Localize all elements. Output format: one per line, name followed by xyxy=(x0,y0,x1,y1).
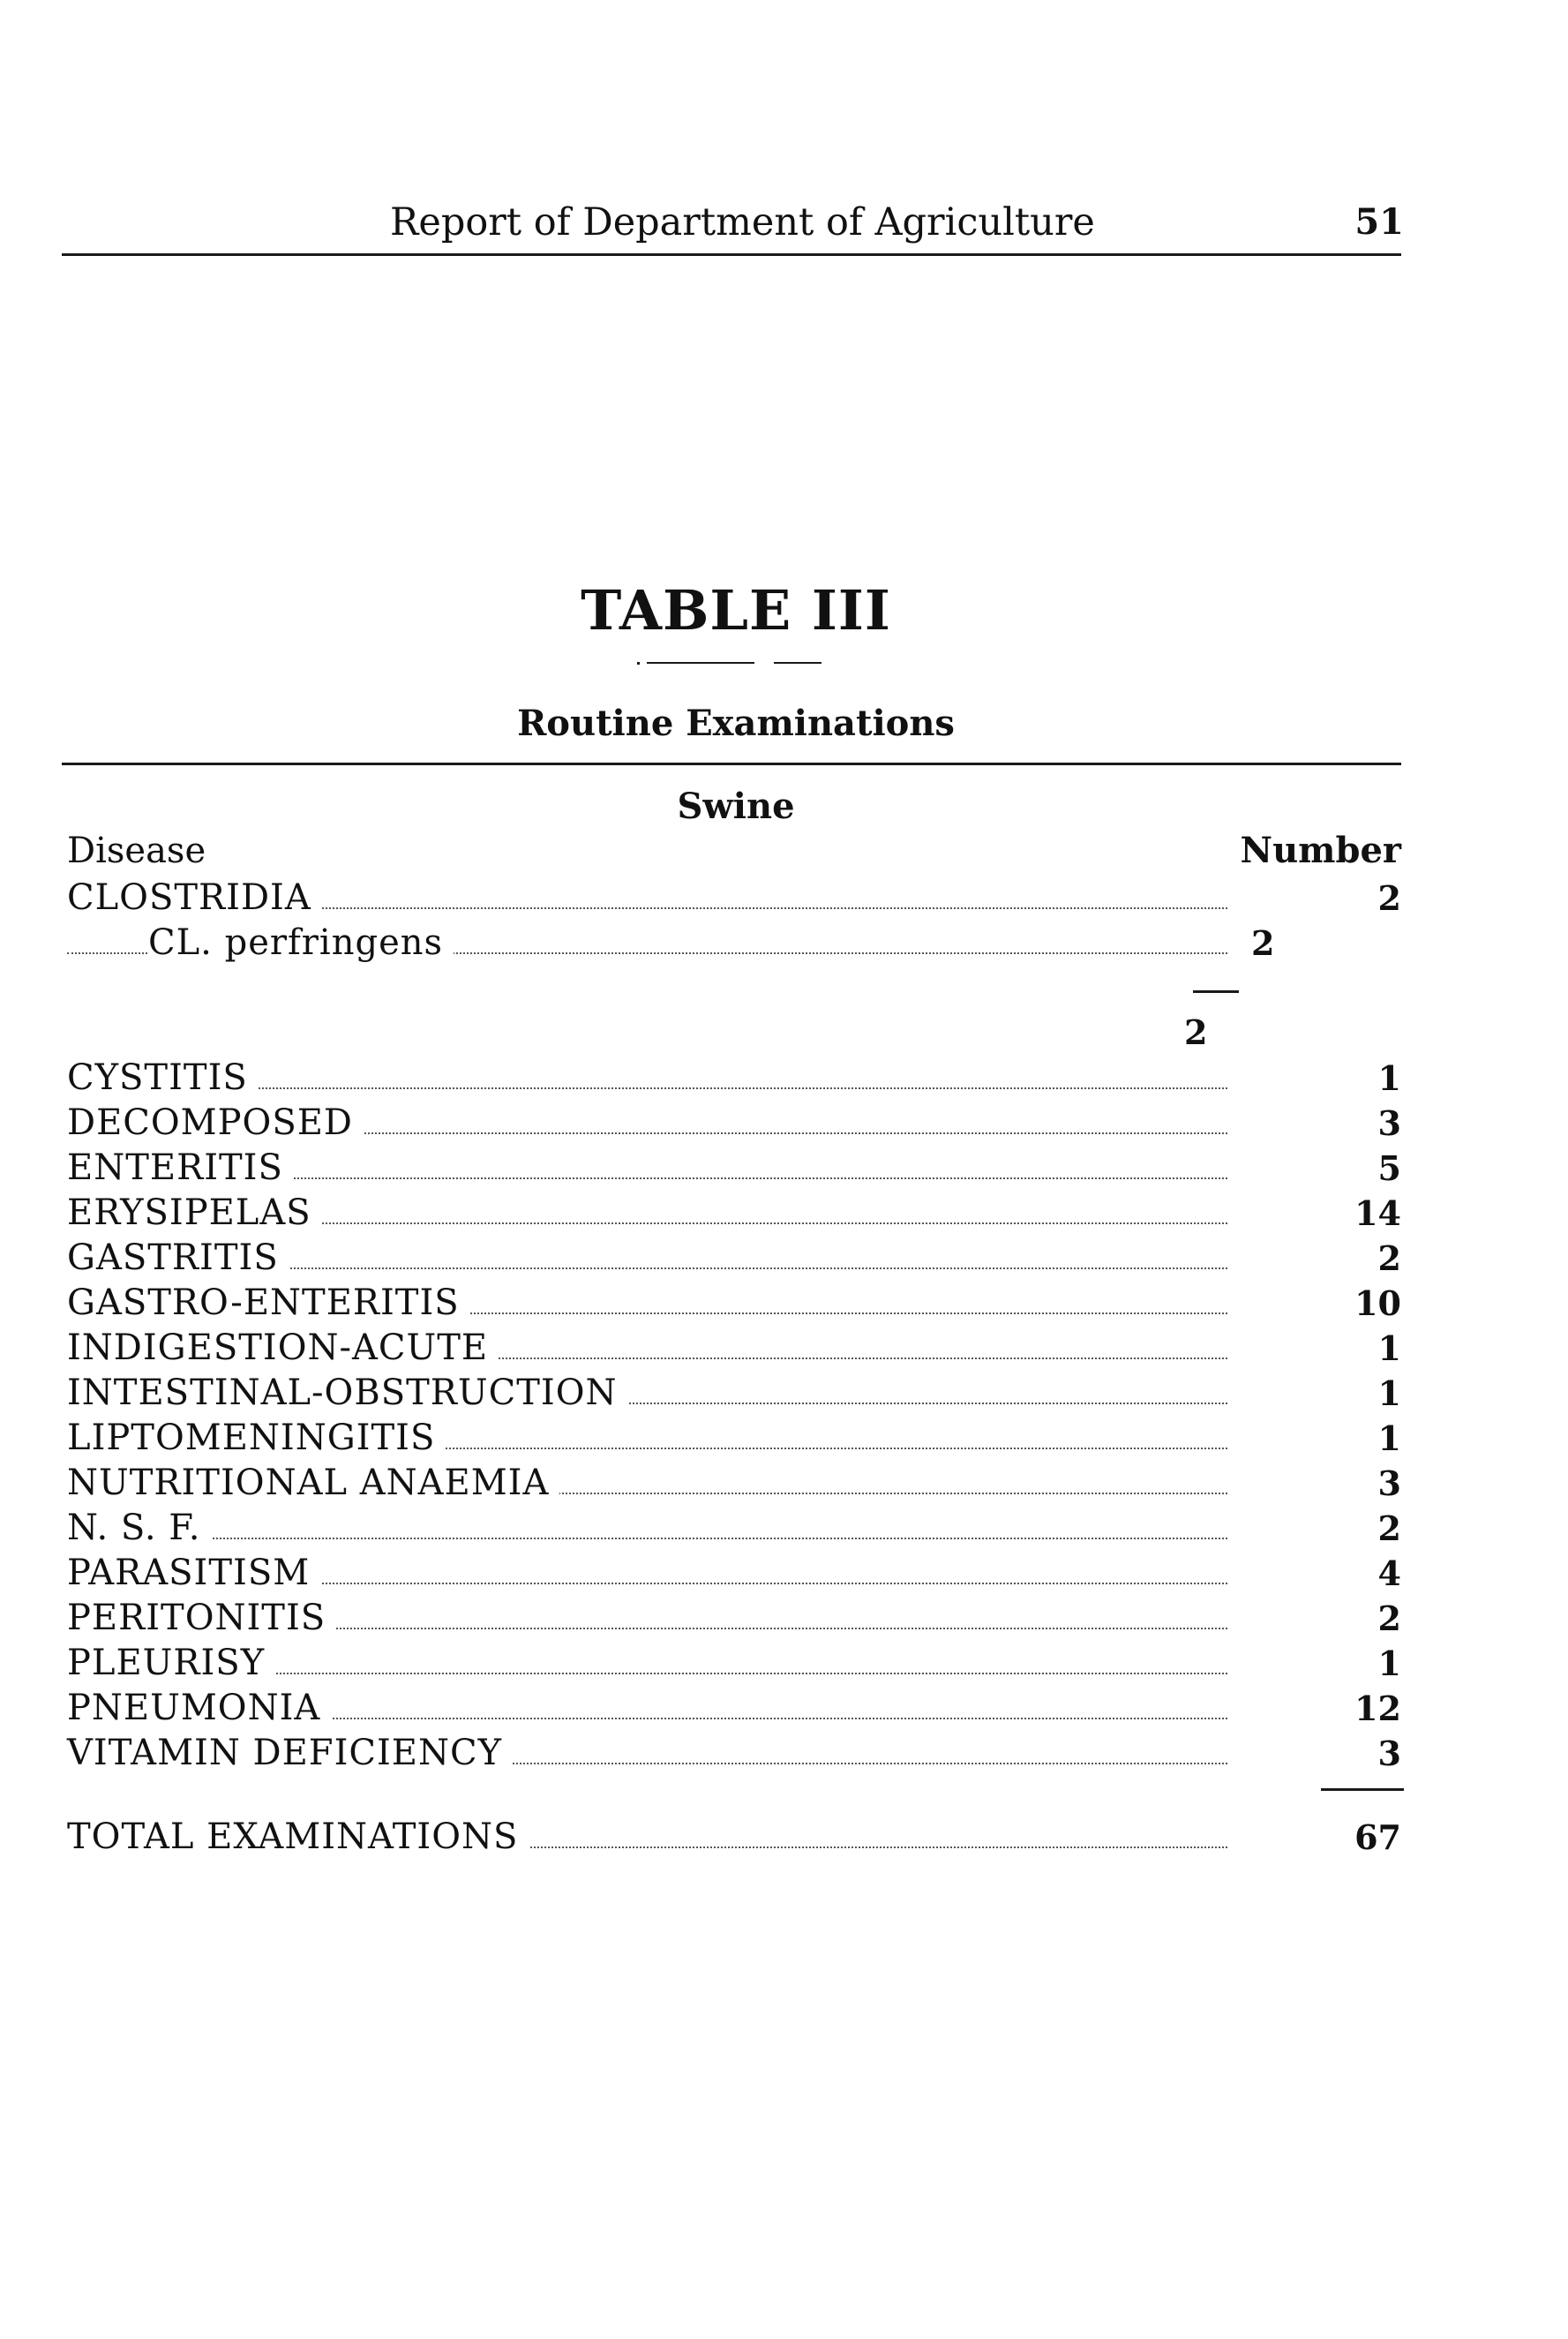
disease-count: 3 xyxy=(1377,1103,1401,1143)
subtotal-rule xyxy=(1193,990,1239,993)
total-rule xyxy=(1321,1788,1404,1791)
disease-sublabel: CL. perfringens xyxy=(148,921,454,966)
disease-label: NUTRITIONAL ANAEMIA xyxy=(67,1461,559,1506)
disease-label: PERITONITIS xyxy=(67,1596,336,1641)
table-row xyxy=(67,1236,1417,1281)
disease-label: N. S. F. xyxy=(67,1506,212,1551)
disease-label: ERYSIPELAS xyxy=(67,1191,322,1236)
disease-count: 14 xyxy=(1354,1193,1401,1233)
column-header-disease: Disease xyxy=(67,831,206,871)
disease-subcount: 2 xyxy=(1251,923,1275,963)
disease-label: PARASITISM xyxy=(67,1551,320,1596)
page-number: 51 xyxy=(1354,201,1404,243)
disease-count: 1 xyxy=(1377,1643,1401,1683)
table-title: TABLE III xyxy=(581,578,891,643)
disease-count: 3 xyxy=(1377,1463,1401,1503)
total-row xyxy=(67,1815,1417,1860)
disease-count: 2 xyxy=(1377,1508,1401,1548)
disease-label: PLEURISY xyxy=(67,1641,275,1686)
ornament-rule-long xyxy=(647,662,754,664)
total-label: TOTAL EXAMINATIONS xyxy=(67,1815,529,1860)
disease-label: VITAMIN DEFICIENCY xyxy=(67,1731,513,1776)
disease-count: 4 xyxy=(1377,1553,1401,1593)
subtotal-count: 2 xyxy=(1184,1012,1208,1052)
disease-label: DECOMPOSED xyxy=(67,1101,364,1146)
disease-count: 10 xyxy=(1354,1283,1401,1323)
disease-count: 2 xyxy=(1377,1598,1401,1638)
disease-count: 2 xyxy=(1377,1238,1401,1278)
disease-count: 2 xyxy=(1377,878,1401,918)
running-header-title: Report of Department of Agriculture xyxy=(390,200,1095,244)
disease-count: 1 xyxy=(1377,1373,1401,1413)
total-count: 67 xyxy=(1354,1817,1401,1857)
table-heading-rule xyxy=(62,763,1401,765)
ornament-rule-short xyxy=(774,662,822,664)
disease-label: LIPTOMENINGITIS xyxy=(67,1416,446,1461)
disease-count: 1 xyxy=(1377,1418,1401,1458)
header-rule xyxy=(62,253,1401,256)
disease-label: ENTERITIS xyxy=(67,1146,294,1191)
disease-label: CYSTITIS xyxy=(67,1056,259,1101)
table-row xyxy=(67,1551,1417,1596)
table-row xyxy=(67,1506,1417,1551)
disease-label: CLOSTRIDIA xyxy=(67,876,322,921)
table-row xyxy=(67,1146,1417,1191)
table-row xyxy=(67,1461,1417,1506)
column-header-number: Number xyxy=(1240,830,1401,871)
table-row xyxy=(67,1281,1417,1326)
table-row xyxy=(67,921,1417,966)
table-category: Swine xyxy=(677,786,795,827)
table-row xyxy=(67,1596,1417,1641)
ornament-dot xyxy=(637,662,640,665)
table-row xyxy=(67,1731,1417,1776)
disease-count: 1 xyxy=(1377,1328,1401,1368)
disease-label: INTESTINAL-OBSTRUCTION xyxy=(67,1371,628,1416)
disease-count: 5 xyxy=(1377,1148,1401,1188)
disease-count: 3 xyxy=(1377,1734,1401,1773)
disease-label: INDIGESTION-ACUTE xyxy=(67,1326,499,1371)
table-row xyxy=(67,1326,1417,1371)
dot-leader xyxy=(67,1538,1227,1539)
table-row xyxy=(67,1056,1417,1101)
disease-label: GASTRO-ENTERITIS xyxy=(67,1281,470,1326)
table-subtitle: Routine Examinations xyxy=(517,703,955,744)
table-row xyxy=(67,1371,1417,1416)
table-row xyxy=(67,1686,1417,1731)
disease-label: GASTRITIS xyxy=(67,1236,289,1281)
disease-label: PNEUMONIA xyxy=(67,1686,331,1731)
disease-count: 1 xyxy=(1377,1058,1401,1098)
table-row xyxy=(67,1101,1417,1146)
table-row xyxy=(67,1191,1417,1236)
table-row xyxy=(67,1416,1417,1461)
disease-count: 12 xyxy=(1354,1688,1401,1728)
table-row xyxy=(67,1641,1417,1686)
table-row xyxy=(67,876,1417,921)
